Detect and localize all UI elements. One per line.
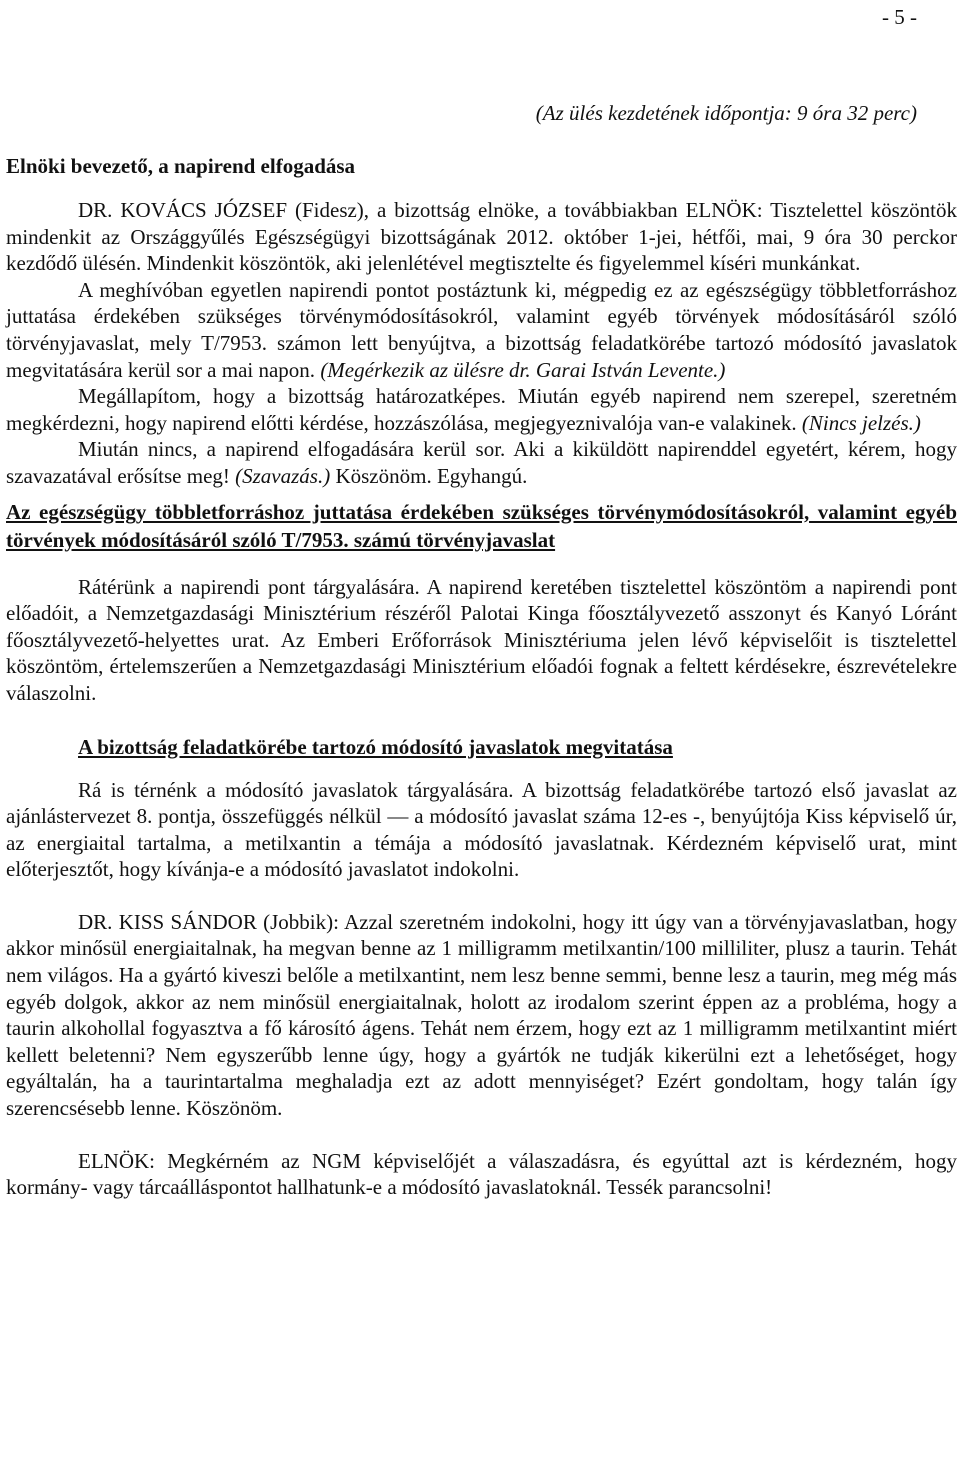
paragraph-agenda-vote-result: Köszönöm. Egyhangú. [335,463,528,488]
paragraph-quorum-text: Megállapítom, hogy a bizottság határozatképes. Miután egyéb napirend nem szerepel, szeretném megkérdezni, hogy napirend előtti kérdése, hozzászólása, megjegyeznivalója van-e valakinek. [6,384,957,435]
agenda-item-title: Az egészségügy többletforráshoz juttatása érdekében szükséges törvénymódosításokról, valamint egyéb törvények módosításáról szóló T/7953. számú törvényjavaslat [6,499,957,552]
paragraph-agenda-vote [6,436,957,489]
paragraph-chair-opening: DR. KOVÁCS JÓZSEF (Fidesz), a bizottság elnöke, a továbbiakban ELNÖK: Tisztelettel köszöntök mindenkit az Országgyűlés Egészségügyi bizottságának 2012. október 1-jei, hétfői, mai, 9 óra 30 perckor kezdődő ülésén. Mindenkit köszöntök, aki jelenlétével megtisztelte és figyelemmel kíséri munkánkat. [6,198,957,276]
transcript-body [6,152,957,1201]
section-heading: A bizottság feladatkörébe tartozó módosító javaslatok megvitatása [78,734,673,759]
paragraph-agenda-vote-text: Miután nincs, a napirend elfogadására kerül sor. Aki a kiküldött napirenddel egyetért, kérem, hogy szavazatával erősítse meg! [6,437,957,488]
paragraph-agenda-invitation-text: A meghívóban egyetlen napirendi pontot postáztunk ki, mégpedig ez az egészségügy többletforráshoz juttatása érdekében szükséges törvénymódosításokról, valamint egyéb törvények módosításáról szóló törvényjavaslat, mely T/7953. számon lett benyújtva, a bizottság feladatkörébe tartozó módosító javaslatok megvitatására kerül sor a mai napon. [6,277,957,382]
paragraph-amendments: Rá is térnénk a módosító javaslatok tárgyalására. A bizottság feladatkörébe tartozó első javaslat az ajánlástervezet 8. pontja, összefüggés nélkül — a módosító javaslat száma 12-es -, benyújtója Kiss képviselő úr, az energiaital tartalma, a metilxantin a témája a módosító javaslatnak. Kérdezném képviselő urat, mint előterjesztőt, hogy kívánja-e a módosító javaslatot indokolni. [6,777,957,882]
page-number: - 5 - [882,5,917,29]
paragraph-kiss-speech: DR. KISS SÁNDOR (Jobbik): Azzal szeretném indokolni, hogy itt úgy van a törvényjavaslatban, hogy akkor minősül energiaitalnak, ha megvan benne az 1 milligramm metilxantin/100 milliliter, plusz a taurin. Tehát nem világos. Ha a gyártó kiveszi belőle a metilxantint, nem lesz benne semmi, benne lesz a taurin, meg még más egyéb dolgok, akkor az nem minősül energiaitalnak, holott az irodalom szerint éppen az a probléma, hogy a taurin alkohollal fogyasztva a fő károsító ágens. Tehát nem érzem, hogy ezt az 1 milligramm metilxantint miért kellett beletenni? Nem egyszerűbb lenne úgy, hogy a gyártók ne tudják kikerülni ezt a lehetőséget, hogy egyáltalán, ha a taurintartalma meghaladja ezt az adott mennyiséget? Ezért gondoltam, hogy talán így szerencsésebb lenne. Köszönöm. [6,909,957,1121]
intro-heading: Elnöki bevezető, a napirend elfogadása [6,154,356,178]
paragraph-agenda-discussion: Rátérünk a napirendi pont tárgyalására. A napirend keretében tisztelettel köszöntöm a napirendi pont előadóit, a Nemzetgazdasági Minisztérium részéről Palotai Kinga főosztályvezető asszonyt és Kanyó Lóránt főosztályvezető-helyettes urat. Az Emberi Erőforrások Minisztériuma jelen lévő képviselőit is tisztelettel köszöntöm, értelemszerűen a Nemzetgazdasági Minisztérium előadói fognak a feltett kérdésekre, észrevételekre válaszolni. [6,574,957,705]
paragraph-agenda-invitation [6,277,957,383]
stage-note-no-signal: (Nincs jelzés.) [801,410,921,435]
paragraph-quorum [6,383,957,436]
session-start-time: (Az ülés kezdetének időpontja: 9 óra 32 perc) [535,101,917,125]
stage-note-arrival: (Megérkezik az ülésre dr. Garai István Levente.) [320,357,726,382]
paragraph-chair-request: ELNÖK: Megkérném az NGM képviselőjét a válaszadásra, és egyúttal azt is kérdezném, hogy kormány- vagy tárcaálláspontot hallhatunk-e a módosító javaslatoknál. Tessék parancsolni! [6,1148,957,1200]
stage-note-vote: (Szavazás.) [235,463,331,488]
